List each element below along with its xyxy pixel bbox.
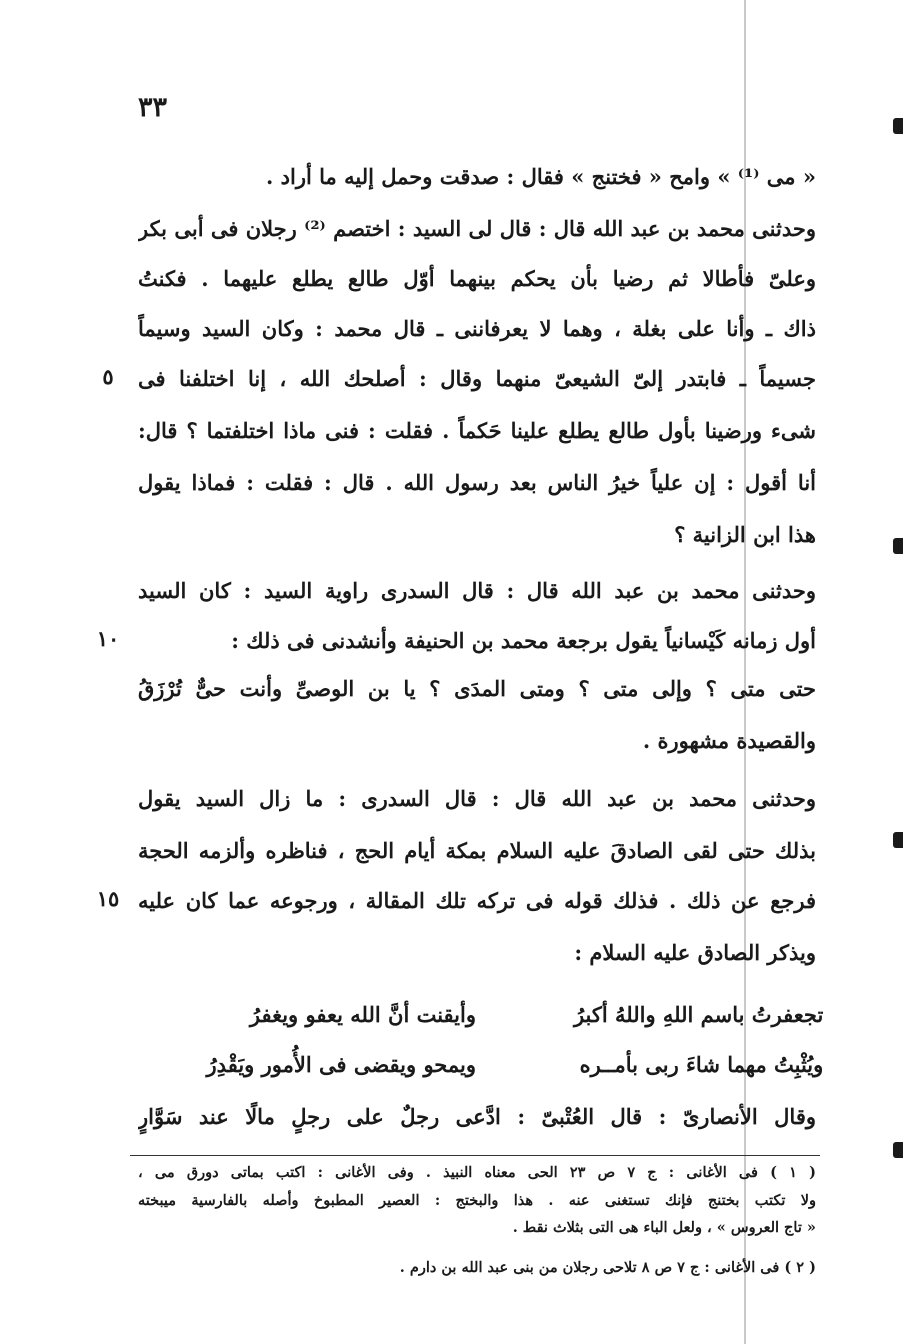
body-line: وحدثنى محمد بن عبد الله قال : قال السدرى راوية السيد : كان السيد <box>138 578 816 603</box>
body-line: هذا ابن الزانية ؟ <box>674 522 816 547</box>
verse-second-hemistich: ويمحو ويقضى فى الأُمور ويَقْدِرُ <box>206 1052 476 1077</box>
body-line: شىء ورضينا بأول طالع يطلع علينا حَكماً . فقلت : فنى ماذا اختلفتما ؟ قال: <box>138 418 816 443</box>
body-line: « مى ⁽¹⁾ » وامح « فختنج » فقال : صدقت وحمل إليه ما أراد . <box>266 164 816 189</box>
line-number: ١٥ <box>96 886 120 911</box>
body-line: وحدثنى محمد بن عبد الله قال : قال السدرى : ما زال السيد يقول <box>138 786 816 811</box>
footnote-rule <box>130 1155 820 1156</box>
line-number: ٥ <box>102 364 114 389</box>
body-line: والقصيدة مشهورة . <box>642 728 816 753</box>
body-line: أنا أقول : إن علياً خيرُ الناس بعد رسول الله . قال : فقلت : فماذا يقول <box>138 470 816 495</box>
verse-line <box>160 998 823 1032</box>
body-line: حتى متى ؟ وإلى متى ؟ ومتى المدَى ؟ يا بن الوصىِّ وأنت حىٌّ تُرْزَقُ <box>138 676 816 701</box>
verse-first-hemistich: تجعفرتُ باسم اللهِ واللهُ أكبرُ <box>573 1002 824 1027</box>
page-number: ٣٣ <box>138 92 168 123</box>
footnote-line: ولا تكتب بختنج فإنك تستغنى عنه . هذا والبختج : العصير المطبوخ وأصله بالفارسية ميبخته <box>138 1192 816 1209</box>
footnote-line: ( ١ ) فى الأغانى : ج ٧ ص ٢٣ الحى معناه النبيذ . وفى الأغانى : اكتب بماتى دورق مى ، <box>138 1164 816 1181</box>
verse-first-hemistich: ويُثْبِتُ مهما شاءَ ربى بأمــره <box>579 1052 824 1077</box>
body-line: أول زمانه كَيْسانياً يقول برجعة محمد بن الحنيفة وأنشدنى فى ذلك : <box>231 628 816 653</box>
body-line: ويذكر الصادق عليه السلام : <box>574 940 816 965</box>
line-number: ١٠ <box>96 626 120 651</box>
footnote-line: « تاج العروس » ، ولعل الباء هى التى بثلاث نقط . <box>512 1219 816 1236</box>
body-line: بذلك حتى لقى الصادقَ عليه السلام بمكة أيام الحج ، فناظره وألزمه الحجة <box>138 838 816 863</box>
edge-mark <box>893 1142 903 1158</box>
body-line: وعلىّ فأطالا ثم رضيا بأن يحكم بينهما أوّل طالع يطلع عليهما . فكنتُ <box>138 266 816 291</box>
footnote-line: ( ٢ ) فى الأغانى : ج ٧ ص ٨ تلاحى رجلان من بنى عبد الله بن دارم . <box>399 1259 816 1276</box>
body-line: فرجع عن ذلك . فذلك قوله فى تركه تلك المقالة ، ورجوعه عما كان عليه <box>138 888 816 913</box>
body-line: وحدثنى محمد بن عبد الله قال : قال لى السيد : اختصم ⁽²⁾ رجلان فى أبى بكر <box>138 216 816 241</box>
body-line: جسيماً ـ فابتدر إلىّ الشيعىّ منهما وقال : أصلحك الله ، إنا اختلفنا فى <box>138 366 816 391</box>
edge-mark <box>893 832 903 848</box>
body-last-line: وقال الأنصارىّ : قال العُتْبىّ : ادَّعى رجلٌ على رجلٍ مالًا عند سَوَّارٍ <box>138 1104 816 1129</box>
body-line: ذاك ـ وأنا على بغلة ، وهما لا يعرفاننى ـ قال محمد : وكان السيد وسيماً <box>138 316 816 341</box>
edge-mark <box>893 118 903 134</box>
verse-line <box>160 1048 823 1082</box>
edge-mark <box>893 538 903 554</box>
verse-second-hemistich: وأيقنت أنَّ الله يعفو ويغفرُ <box>249 1002 476 1027</box>
